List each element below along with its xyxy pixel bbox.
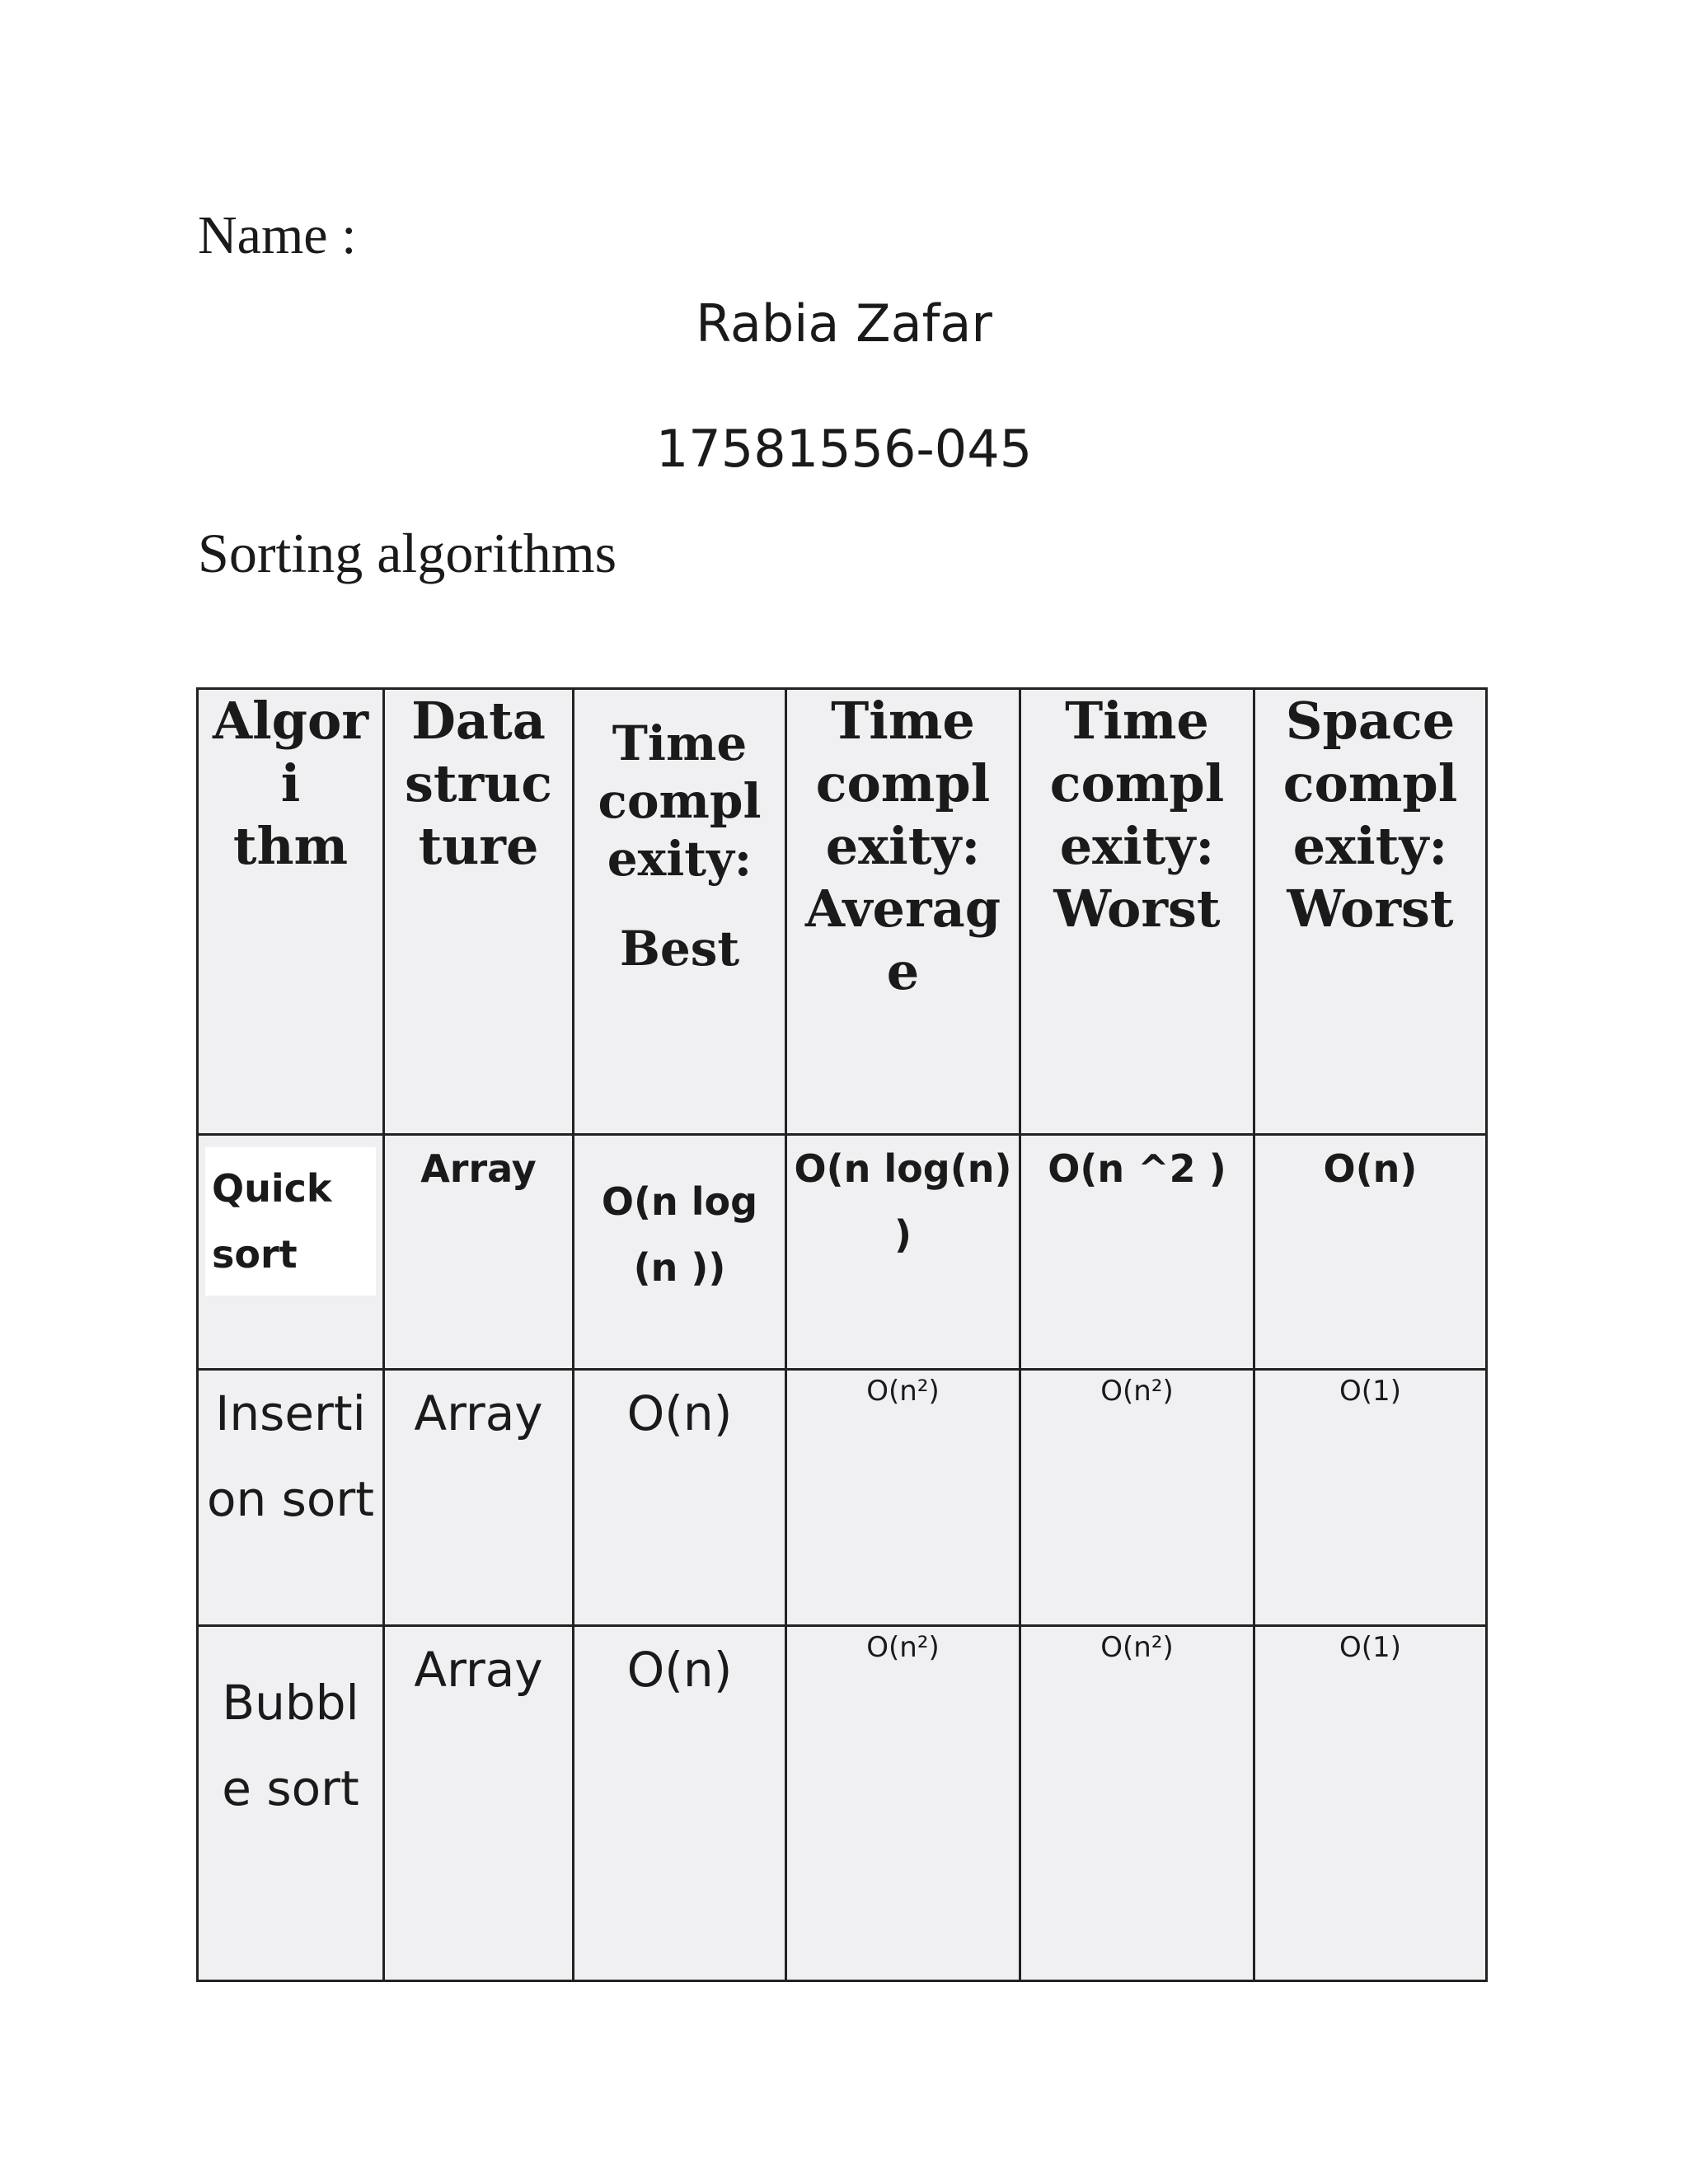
cell-best: O(n) — [574, 1370, 786, 1626]
cell-space: O(1) — [1254, 1370, 1487, 1626]
cell-best: O(n log(n )) — [574, 1135, 786, 1370]
header-time-worst-text: Time compl exity: Worst — [1049, 691, 1225, 939]
cell-algorithm — [198, 1135, 384, 1370]
cell-best: O(n) — [574, 1626, 786, 1981]
cell-worst: O(n ^2 ) — [1020, 1135, 1254, 1370]
section-title: Sorting algorithms — [198, 522, 617, 584]
cell-worst: O(n²) — [1020, 1370, 1254, 1626]
student-name: Rabia Zafar — [696, 293, 992, 354]
cell-algorithm: Bubbl e sort — [198, 1626, 384, 1981]
header-time-average-text: Time compl exity: Averag e — [804, 691, 1001, 1001]
header-data-structure — [384, 689, 574, 1135]
cell-data-structure: Array — [384, 1626, 574, 1981]
cell-space: O(n) — [1254, 1135, 1487, 1370]
cell-data-structure: Array — [384, 1135, 574, 1370]
header-space-worst-text: Space compl exity: Worst — [1282, 691, 1458, 939]
table-row — [198, 1370, 1487, 1626]
cell-average: O(n²) — [786, 1370, 1020, 1626]
header-time-worst — [1020, 689, 1254, 1135]
header-time-best — [574, 689, 786, 1135]
name-label: Name : — [198, 205, 357, 265]
header-time-average — [786, 689, 1020, 1135]
table-row — [198, 1135, 1487, 1370]
student-id: 17581556-045 — [655, 419, 1033, 479]
cell-average: O(n log(n) ) — [786, 1135, 1020, 1370]
sorting-algorithms-table — [196, 687, 1488, 1982]
header-data-structure-text: Data struc ture — [404, 691, 553, 876]
header-time-best-text: Time compl exity: — [598, 715, 762, 887]
cell-data-structure: Array — [384, 1370, 574, 1626]
cell-worst: O(n²) — [1020, 1626, 1254, 1981]
table-header-row — [198, 689, 1487, 1135]
cell-algorithm: Inserti on sort — [198, 1370, 384, 1626]
cell-space: O(1) — [1254, 1626, 1487, 1981]
cell-algorithm-text: Quick sort — [205, 1147, 376, 1296]
header-algorithm — [198, 689, 384, 1135]
table-row — [198, 1626, 1487, 1981]
header-time-best-word: Best — [619, 921, 740, 977]
header-space-worst — [1254, 689, 1487, 1135]
cell-average: O(n²) — [786, 1626, 1020, 1981]
header-algorithm-text: Algori thm — [212, 691, 369, 876]
